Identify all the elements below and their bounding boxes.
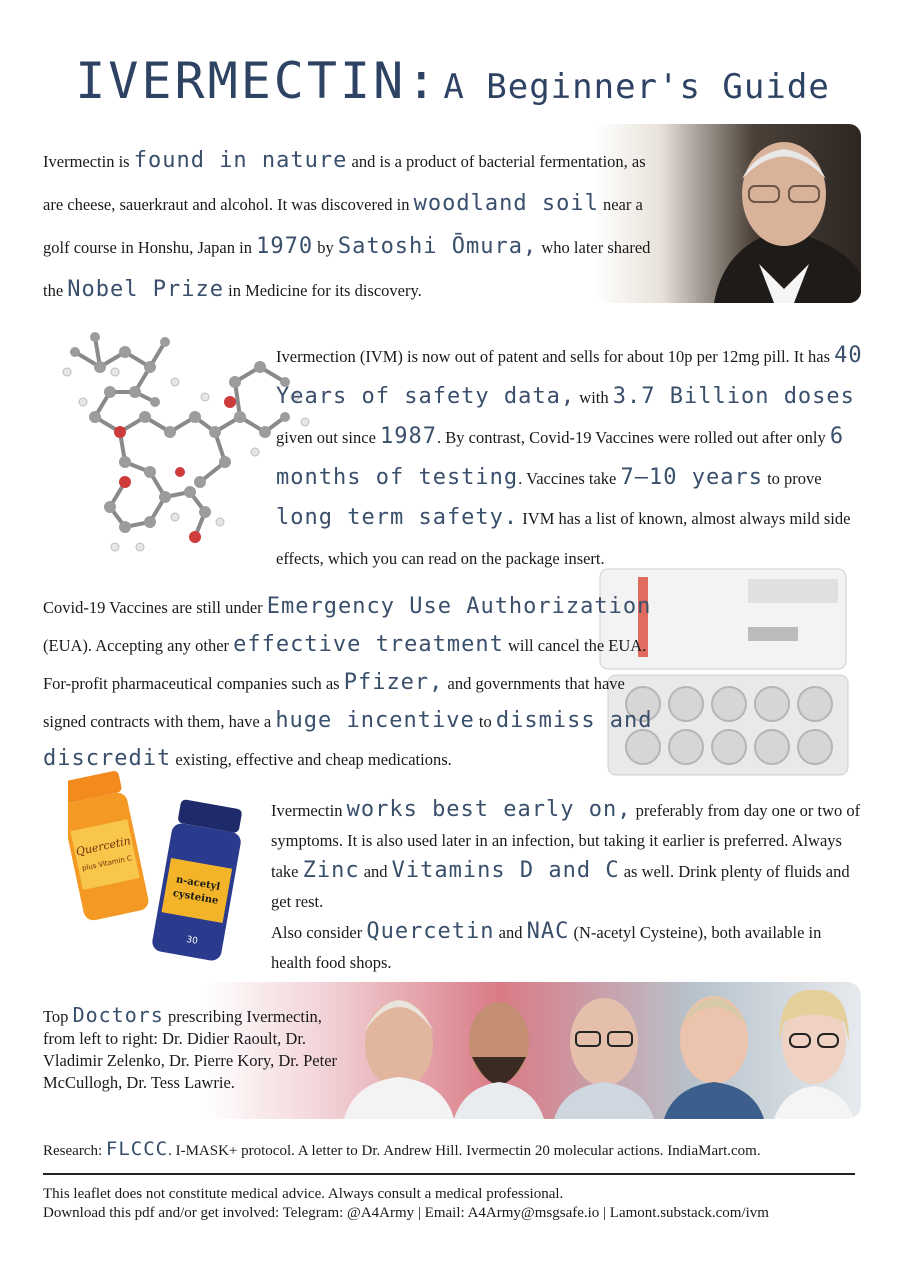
section-usage: Ivermectin works best early on, preferably from day one or two of symptoms. It is also used later in an infection, but taking it earlier is preferred. Always take Zinc and Vitamins D and C as well. Drink plenty of fluids and get rest. Also consider Quercetin and NAC (N-acetyl Cysteine), both available in health food shops. bbox=[271, 797, 861, 972]
research-links: Research: FLCCC. I-MASK+ protocol. A letter to Dr. Andrew Hill. Ivermectin 20 molecular actions. IndiaMart.com. bbox=[43, 1138, 761, 1160]
doctor-portrait bbox=[664, 996, 764, 1119]
flccc-link[interactable]: FLCCC bbox=[105, 1138, 169, 1160]
doctor-portrait bbox=[554, 998, 654, 1119]
bottle1-sublabel: plus Vitamin C bbox=[81, 854, 133, 873]
disclaimer: This leaflet does not constitute medical advice. Always consult a medical professional. bbox=[43, 1186, 564, 1202]
doctor-portrait bbox=[454, 1002, 544, 1119]
contact-line: Download this pdf and/or get involved: Telegram: @A4Army | Email: A4Army@msgsafe.io | Lamont.substack.com/ivm bbox=[43, 1205, 769, 1221]
bottle2-sublabel: cysteine bbox=[172, 887, 220, 907]
page-title bbox=[0, 52, 905, 110]
bottle2-count: 30 bbox=[185, 934, 199, 947]
section-safety: Ivermection (IVM) is now out of patent and sells for about 10p per 12mg pill. It has 40 Years of safety data, with 3.7 Billion doses given out since 1987. By contrast, Covid-19 Vaccines were rolled out after only 6 months of testing. Vaccines take 7—10 years to prove long term safety. IVM has a list of known, almost always mild side effects, which you can read on the package insert. bbox=[276, 343, 863, 568]
section-doctors: Top Doctors prescribing Ivermectin, from left to right: Dr. Didier Raoult, Dr. Vladimir Zelenko, Dr. Pierre Kory, Dr. Peter McCullogh, Dr. Tess Lawrie. bbox=[43, 1003, 338, 1092]
title-main: IVERMECTIN: bbox=[75, 52, 440, 110]
divider bbox=[43, 1173, 855, 1175]
footer bbox=[43, 1185, 769, 1223]
supplement-bottles-illustration bbox=[68, 768, 243, 963]
section-discovery: Ivermectin is found in nature and is a product of bacterial fermentation, as are cheese, sauerkraut and alcohol. It was discovered in woodland soil near a golf course in Honshu, Japan in 1970 by Satoshi Ōmura, who later shared the Nobel Prize in Medicine for its discovery. bbox=[43, 148, 651, 302]
bottle1-label: Quercetin bbox=[74, 834, 132, 859]
doctor-portrait bbox=[344, 1000, 454, 1119]
bottle2-label: n-acetyl bbox=[175, 874, 221, 893]
doctor-portrait bbox=[774, 990, 854, 1119]
title-sub: A Beginner's Guide bbox=[443, 67, 830, 107]
section-eua: Covid-19 Vaccines are still under Emergency Use Authorization (EUA). Accepting any other effective treatment will cancel the EUA. For-profit pharmaceutical companies such as Pfizer, and governments that have signed contracts with them, have a huge incentive to dismiss and discredit existing, effective and cheap medications. bbox=[43, 594, 653, 771]
